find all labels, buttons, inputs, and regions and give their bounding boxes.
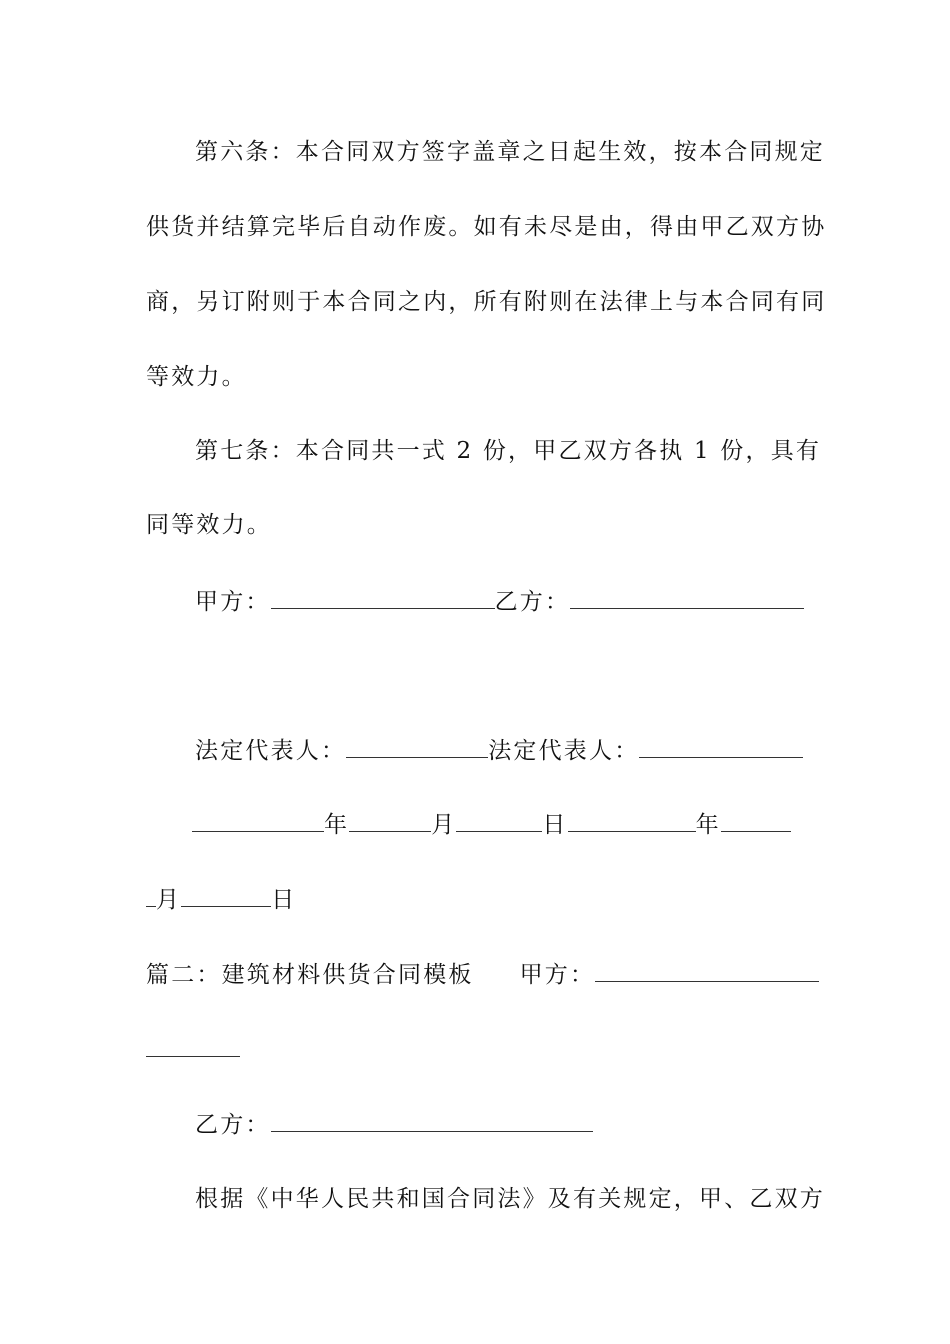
month-b-blank-end[interactable] [146,888,156,907]
part2-party-a-blank[interactable] [595,963,819,982]
article6-line1: 第六条：本合同双方签字盖章之日起生效，按本合同规定 [195,139,825,165]
year-a-blank[interactable] [192,813,324,832]
month-b-blank-start[interactable] [721,813,791,832]
day-b-blank[interactable] [181,888,271,907]
part2-party-b-label: 乙方： [195,1112,271,1138]
part2-heading-row [146,960,819,990]
party-a-label: 甲方： [195,589,271,615]
year-b-blank[interactable] [568,813,696,832]
day-a-blank[interactable] [456,813,542,832]
signature-reps-row [195,736,803,766]
day-a-label: 日 [542,812,568,838]
signature-dates-row2 [146,885,296,915]
signature-dates-row [192,810,791,840]
part2-party-b-row [195,1110,593,1140]
rep-a-blank[interactable] [346,739,488,758]
month-a-blank[interactable] [349,813,431,832]
part2-party-a-label: 甲方： [519,962,596,988]
article6-line4: 等效力。 [146,364,247,390]
rep-b-label: 法定代表人： [488,738,640,764]
article6-line3: 商，另订附则于本合同之内，所有附则在法律上与本合同有同 [146,289,827,315]
rep-a-label: 法定代表人： [195,738,347,764]
year-a-label: 年 [324,812,350,838]
day-b-label: 日 [271,887,297,913]
signature-parties-row [195,587,804,617]
article7-line2: 同等效力。 [146,512,272,538]
part2-party-a-blank-cont[interactable] [146,1038,240,1057]
month-b-label: 月 [156,887,182,913]
party-a-blank[interactable] [271,590,495,609]
month-a-label: 月 [431,812,457,838]
rep-b-blank[interactable] [639,739,803,758]
article7-line1: 第七条：本合同共一式 2 份，甲乙双方各执 1 份，具有 [195,438,822,464]
article6-line2: 供货并结算完毕后自动作废。如有未尽是由，得由甲乙双方协 [146,214,827,240]
party-b-label: 乙方： [494,589,571,615]
part2-heading: 篇二：建筑材料供货合同模板 [146,962,474,988]
year-b-label: 年 [695,812,721,838]
part2-party-b-blank[interactable] [271,1113,593,1132]
party-b-blank[interactable] [570,590,804,609]
part2-party-a-continue [146,1035,240,1065]
part2-intro: 根据《中华人民共和国合同法》及有关规定，甲、乙双方 [195,1186,825,1212]
